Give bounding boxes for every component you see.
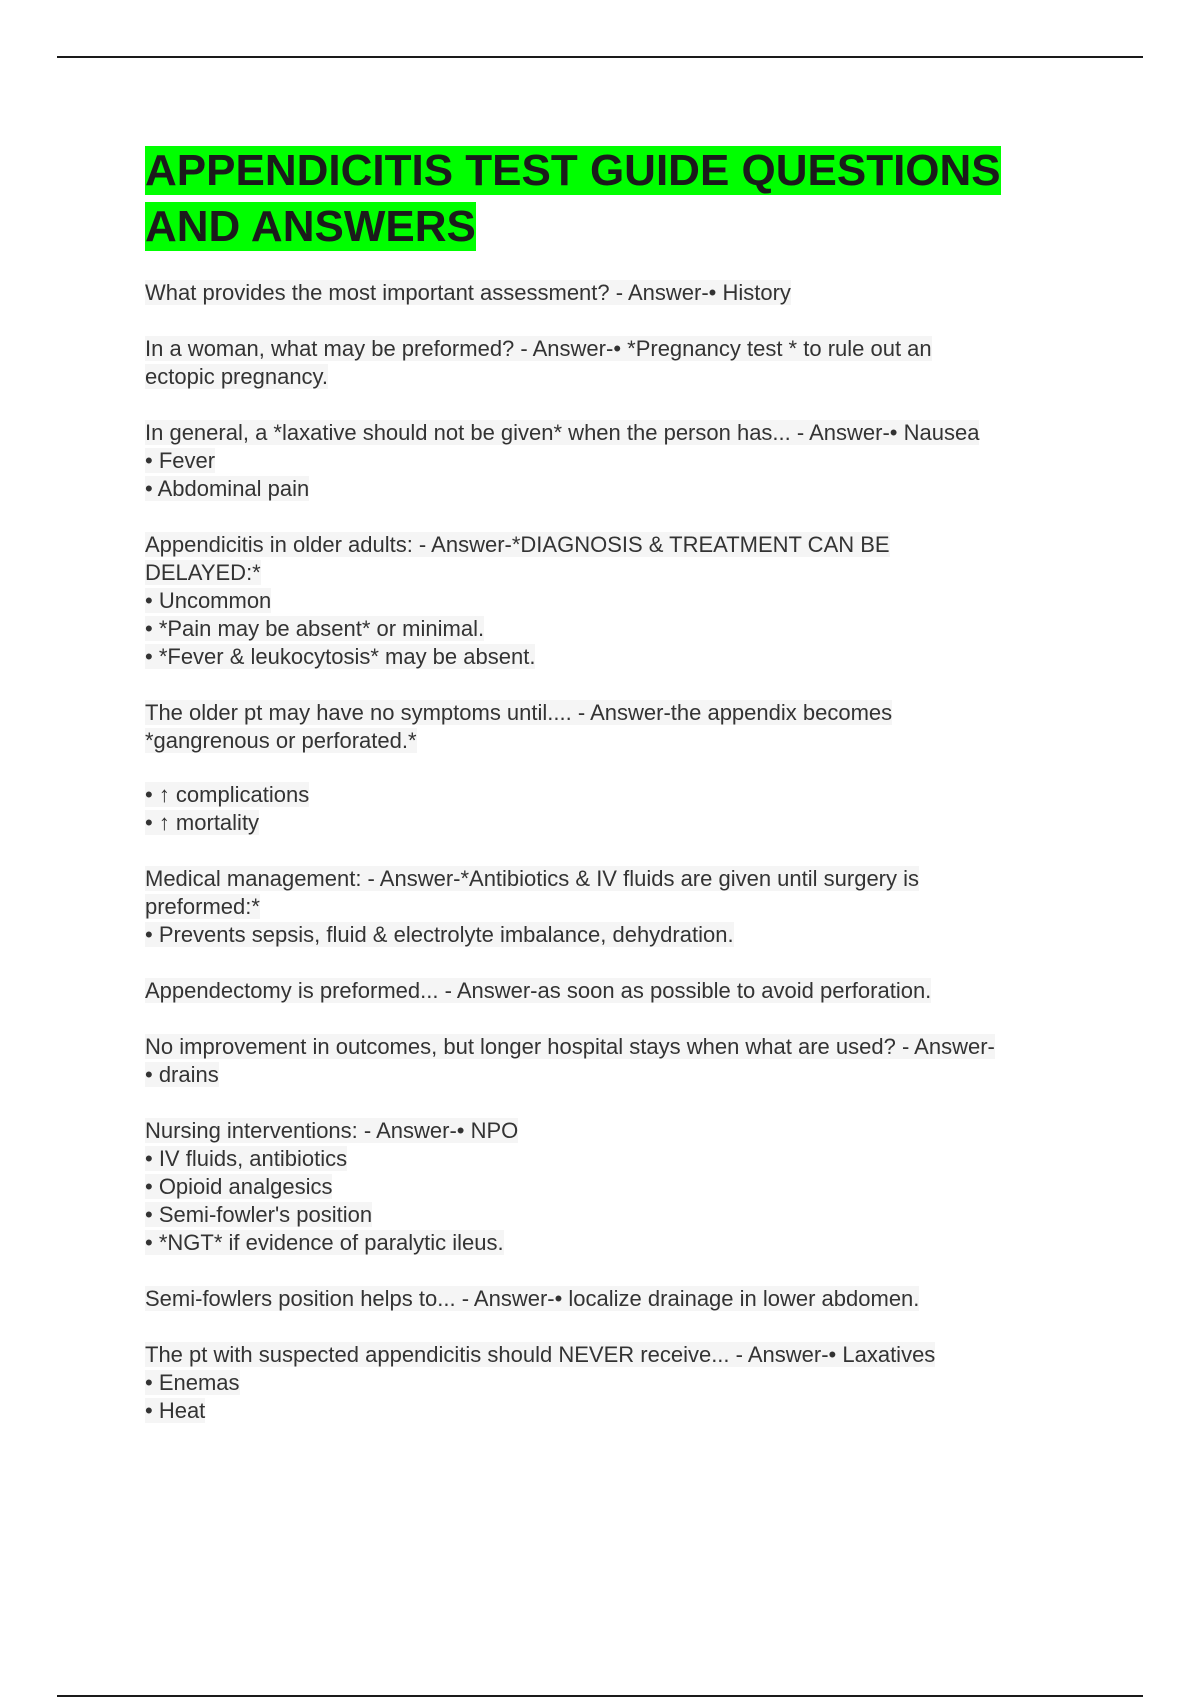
qa-line: Nursing interventions: - Answer-• NPO — [145, 1118, 519, 1143]
qa-line: Appendicitis in older adults: - Answer-*DIAGNOSIS & TREATMENT CAN BE — [145, 532, 890, 557]
qa-line: Appendectomy is preformed... - Answer-as soon as possible to avoid perforation. — [145, 978, 932, 1003]
qa-bullet: • *NGT* if evidence of paralytic ileus. — [145, 1230, 504, 1255]
document-body — [145, 143, 1105, 1453]
qa-line: The older pt may have no symptoms until.... - Answer-the appendix becomes — [145, 700, 893, 725]
qa-line: DELAYED:* — [145, 560, 261, 585]
document-title — [145, 143, 1105, 255]
qa-item-pregnancy-test — [145, 335, 1105, 391]
bottom-rule — [57, 1695, 1143, 1697]
qa-bullet: • *Pain may be absent* or minimal. — [145, 616, 485, 641]
qa-item-semi-fowlers — [145, 1285, 1105, 1313]
qa-line: Semi-fowlers position helps to... - Answer-• localize drainage in lower abdomen. — [145, 1286, 920, 1311]
qa-bullet: • Opioid analgesics — [145, 1174, 333, 1199]
qa-item-appendectomy — [145, 977, 1105, 1005]
qa-item-history — [145, 279, 1105, 307]
top-rule — [57, 56, 1143, 58]
qa-line: No improvement in outcomes, but longer hospital stays when what are used? - Answer- — [145, 1034, 995, 1059]
qa-item-nursing-interventions — [145, 1117, 1105, 1257]
qa-line: The pt with suspected appendicitis should NEVER receive... - Answer-• Laxatives — [145, 1342, 936, 1367]
qa-bullet: • Abdominal pain — [145, 476, 310, 501]
qa-item-medical-management — [145, 865, 1105, 949]
qa-bullet: • IV fluids, antibiotics — [145, 1146, 348, 1171]
qa-bullet: • Heat — [145, 1398, 206, 1423]
qa-item-older-adults — [145, 531, 1105, 671]
qa-line: In general, a *laxative should not be given* when the person has... - Answer-• Nausea — [145, 420, 980, 445]
qa-item-laxative — [145, 419, 1105, 503]
qa-bullet: • ↑ mortality — [145, 810, 260, 835]
qa-line: In a woman, what may be preformed? - Answer-• *Pregnancy test * to rule out an — [145, 336, 932, 361]
qa-line: preformed:* — [145, 894, 260, 919]
title-line-2: AND ANSWERS — [145, 202, 476, 251]
qa-bullet: • Fever — [145, 448, 216, 473]
qa-bullet: • *Fever & leukocytosis* may be absent. — [145, 644, 536, 669]
qa-item-older-symptoms — [145, 699, 1105, 837]
title-line-1: APPENDICITIS TEST GUIDE QUESTIONS — [145, 146, 1001, 195]
qa-bullet: • drains — [145, 1062, 219, 1087]
qa-line: ectopic pregnancy. — [145, 364, 329, 389]
qa-bullet: • Uncommon — [145, 588, 272, 613]
qa-bullet: • Enemas — [145, 1370, 240, 1395]
qa-line: *gangrenous or perforated.* — [145, 728, 417, 753]
qa-bullet: • ↑ complications — [145, 782, 310, 807]
qa-item-drains — [145, 1033, 1105, 1089]
qa-line: Medical management: - Answer-*Antibiotics & IV fluids are given until surgery is — [145, 866, 920, 891]
qa-bullet: • Semi-fowler's position — [145, 1202, 373, 1227]
qa-bullet: • Prevents sepsis, fluid & electrolyte imbalance, dehydration. — [145, 922, 734, 947]
qa-line: What provides the most important assessment? - Answer-• History — [145, 280, 791, 305]
qa-item-never-receive — [145, 1341, 1105, 1425]
